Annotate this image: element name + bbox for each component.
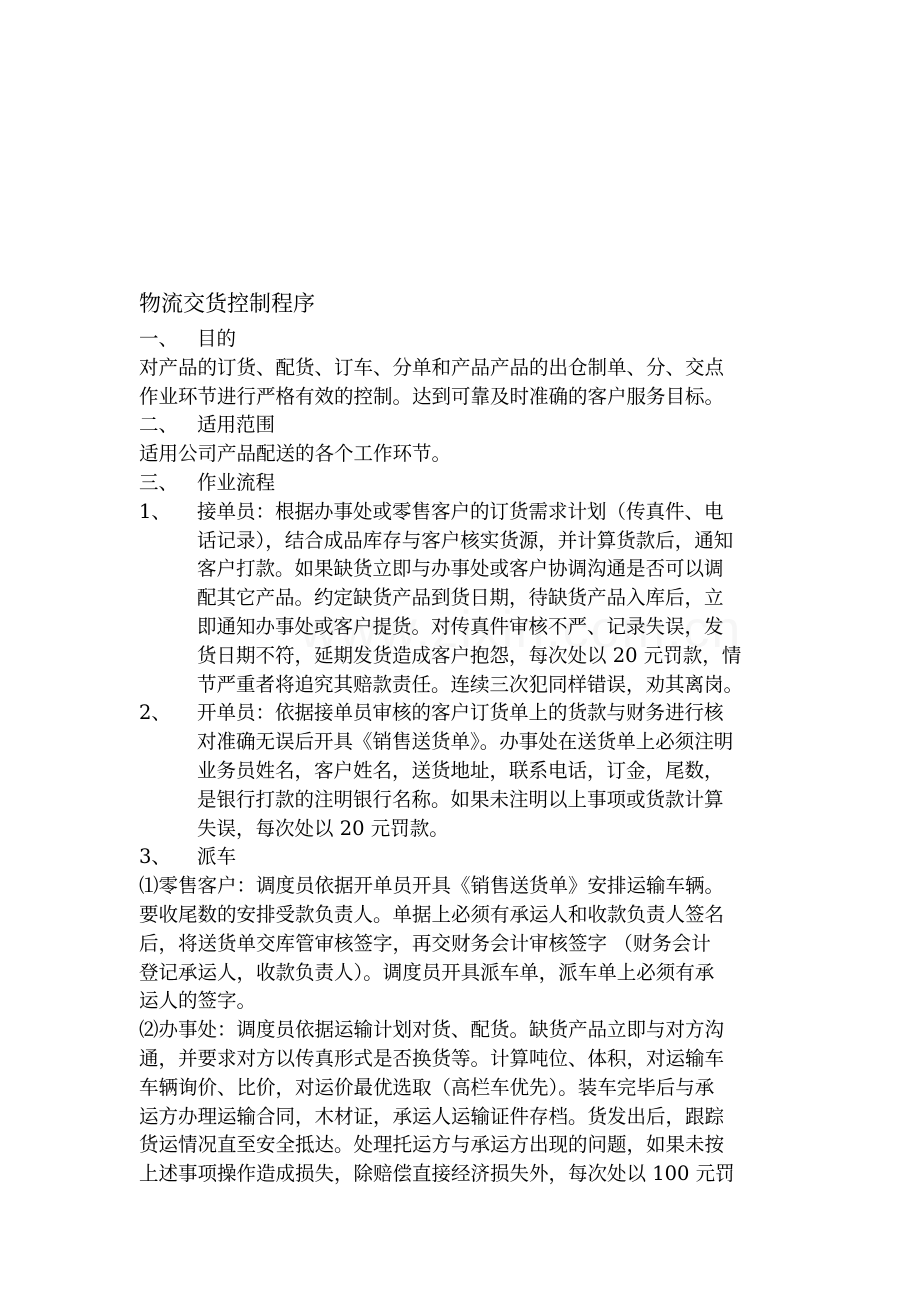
item-line: 话记录），结合成品库存与客户核实货源，并计算货款后，通知 [197,528,734,552]
item-line: 客户打款。如果缺货立即与办事处或客户协调沟通是否可以调 [197,557,724,581]
item-title: 派车 [197,845,237,869]
paragraph-line: 上述事项操作造成损失，除赔偿直接经济损失外，每次处以 100 元罚 [139,1162,735,1186]
section-number: 一、 [139,327,179,350]
item-number: 3、 [139,845,171,869]
paragraph-line: 作业环节进行严格有效的控制。达到可靠及时准确的客户服务目标。 [139,384,725,408]
item-number: 2、 [139,701,171,725]
paragraph-line: 通，并要求对方以传真形式是否换货等。计算吨位、体积，对运输车 [139,1046,725,1070]
paragraph-line: ⑵办事处：调度员依据运输计划对货、配货。缺货产品立即与对方沟 [139,1018,725,1042]
section-title: 适用范围 [197,413,276,437]
item-line: 业务员姓名，客户姓名，送货地址，联系电话，订金，尾数， [197,758,724,782]
paragraph-line: 运人的签字。 [139,989,257,1013]
list-item-order-clerk [139,498,785,700]
paragraph-line: 车辆询价、比价，对运价最优选取（高栏车优先）。装车完毕后与承 [139,1075,715,1099]
list-item-dispatch [139,843,785,872]
paragraph-line: 对产品的订货、配货、订车、分单和产品产品的出仓制单、分、交点 [139,355,725,379]
list-item-billing-clerk [139,699,785,843]
item-line: 对准确无误后开具《销售送货单》。办事处在送货单上必须注明 [197,730,734,754]
item-line: 即通知办事处或客户提货。对传真件审核不严、记录失误，发 [197,614,724,638]
item-line: 货日期不符，延期发货造成客户抱怨，每次处以 20 元罚款，情 [197,643,742,667]
paragraph-line: 货运情况直至安全抵达。处理托运方与承运方出现的问题，如果未按 [139,1133,725,1157]
section-title: 目的 [197,327,237,350]
section-heading-purpose [139,325,785,354]
document-page [139,285,785,1189]
item-body [197,699,785,843]
section-heading-process [139,469,785,498]
item-line: 是银行打款的注明银行名称。如果未注明以上事项或货款计算 [197,787,724,811]
paragraph-line: ⑴零售客户：调度员依据开单员开具《销售送货单》安排运输车辆。 [139,874,725,898]
section-number: 二、 [139,413,179,437]
item-line: 节严重者将追究其赔款责任。连续三次犯同样错误，劝其离岗。 [197,672,744,696]
section-heading-scope [139,411,785,440]
item-body [197,498,785,700]
section-number: 三、 [139,470,179,494]
paragraph-line: 登记承运人，收款负责人）。调度员开具派车单，派车单上必须有承 [139,960,715,984]
item-line: 失误，每次处以 20 元罚款。 [197,816,449,840]
item-number: 1、 [139,499,171,523]
document-title: 物流交货控制程序 [139,292,316,317]
paragraph-line: 适用公司产品配送的各个工作环节。 [139,442,452,466]
item-line: 接单员：根据办事处或零售客户的订货需求计划（传真件、电 [197,499,724,523]
item-line: 配其它产品。约定缺货产品到货日期，待缺货产品入库后，立 [197,586,724,610]
paragraph-line: 后，将送货单交库管审核签字，再交财务会计审核签字 （财务会计 [139,931,711,955]
section-title: 作业流程 [197,470,276,494]
paragraph-line: 运方办理运输合同，木材证，承运人运输证件存档。货发出后，跟踪 [139,1104,725,1128]
paragraph-line: 要收尾数的安排受款负责人。单据上必须有承运人和收款负责人签名 [139,902,725,926]
item-line: 开单员：依据接单员审核的客户订货单上的货款与财务进行核 [197,701,724,725]
